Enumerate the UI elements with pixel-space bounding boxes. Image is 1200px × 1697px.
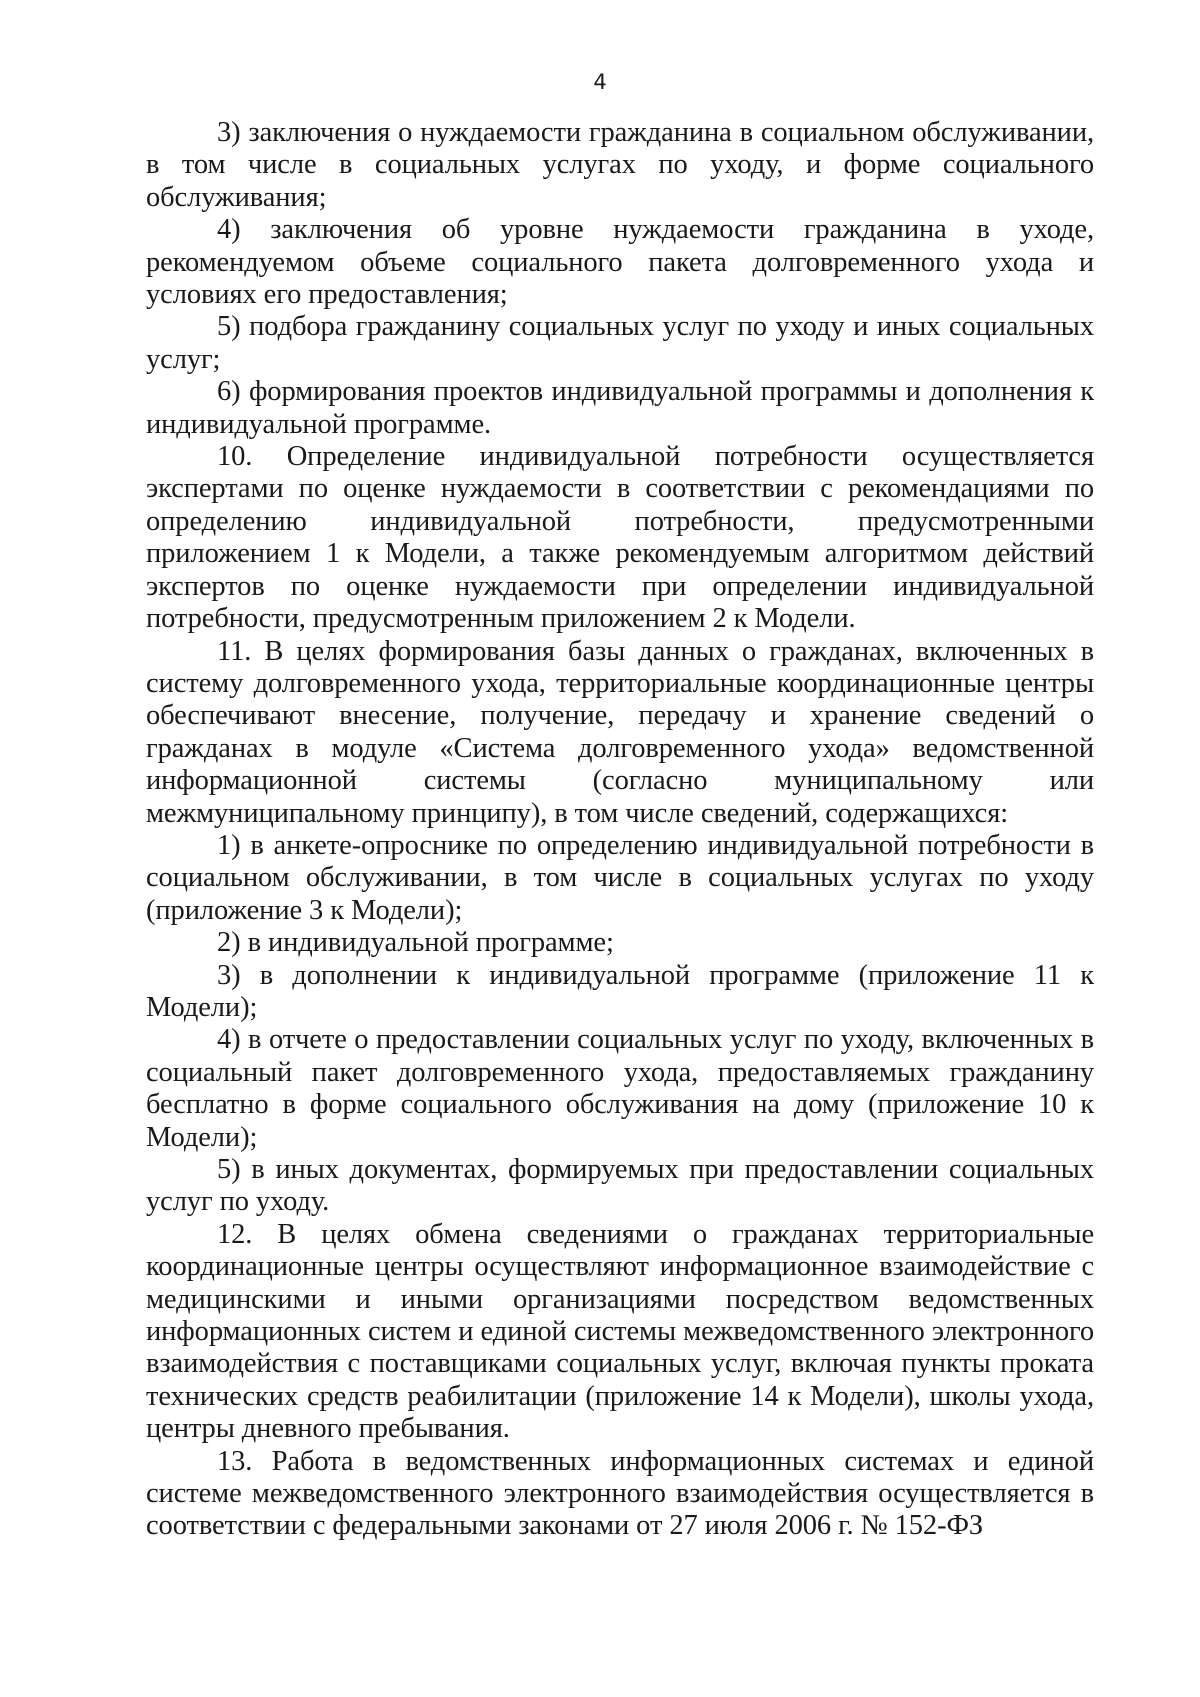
paragraph-item-3-conclusion: 3) заключения о нуждаемости гражданина в социальном обслуживании, в том числе в социальных услугах по уходу, и форме социального обслуживания; [146,117,1094,213]
paragraph-section-10: 10. Определение индивидуальной потребности осуществляется экспертами по оценке нуждаемости в соответствии с рекомендациями по определению индивидуальной потребности, предусмотренными приложением 1 к Модели, а также рекомендуемым алгоритмом действий экспертов по оценке нуждаемости при определении индивидуальной потребности, предусмотренным приложением 2 к Модели. [146,441,1094,635]
paragraph-item-5-selection: 5) подбора гражданину социальных услуг по уходу и иных социальных услуг; [146,311,1094,375]
paragraph-item-6-drafts: 6) формирования проектов индивидуальной программы и дополнения к индивидуальной программе. [146,376,1094,440]
document-body [146,117,1094,1543]
paragraph-section-11-item-2: 2) в индивидуальной программе; [217,927,614,959]
paragraph-section-13: 13. Работа в ведомственных информационных системах и единой системе межведомственного электронного взаимодействия осуществляется в соответствии с федеральными законами от 27 июля 2006 г. № 152-ФЗ [146,1445,1094,1542]
paragraph-item-4-conclusion: 4) заключения об уровне нуждаемости гражданина в уходе, рекомендуемом объеме социального пакета долговременного ухода и условиях его предоставления; [146,214,1094,311]
paragraph-section-11-item-4: 4) в отчете о предоставлении социальных услуг по уходу, включенных в социальный пакет долговременного ухода, предоставляемых гражданину бесплатно в форме социального обслуживания на дому (приложение 10 к Модели); [146,1024,1094,1153]
paragraph-section-11-item-3: 3) в дополнении к индивидуальной программе (приложение 11 к Модели); [146,959,1094,1023]
paragraph-section-11: 11. В целях формирования базы данных о гражданах, включенных в систему долговременного ухода, территориальные координационные центры обеспечивают внесение, получение, передачу и хранение сведений о гражданах в модуле «Система долговременного ухода» ведомственной информационной системы (согласно муниципальному или межмуниципальному принципу), в том числе сведений, содержащихся: [146,635,1094,829]
paragraph-section-11-item-5: 5) в иных документах, формируемых при предоставлении социальных услуг по уходу. [146,1154,1094,1218]
paragraph-section-11-item-1: 1) в анкете-опроснике по определению индивидуальной потребности в социальном обслуживании, в том числе в социальных услугах по уходу (приложение 3 к Модели); [146,829,1094,926]
paragraph-section-12: 12. В целях обмена сведениями о гражданах территориальные координационные центры осуществляют информационное взаимодействие с медицинскими и иными организациями посредством ведомственных информационных систем и единой системы межведомственного электронного взаимодействия с поставщиками социальных услуг, включая пункты проката технических средств реабилитации (приложение 14 к Модели), школы ухода, центры дневного пребывания. [146,1218,1094,1445]
page-number: 4 [593,70,607,94]
